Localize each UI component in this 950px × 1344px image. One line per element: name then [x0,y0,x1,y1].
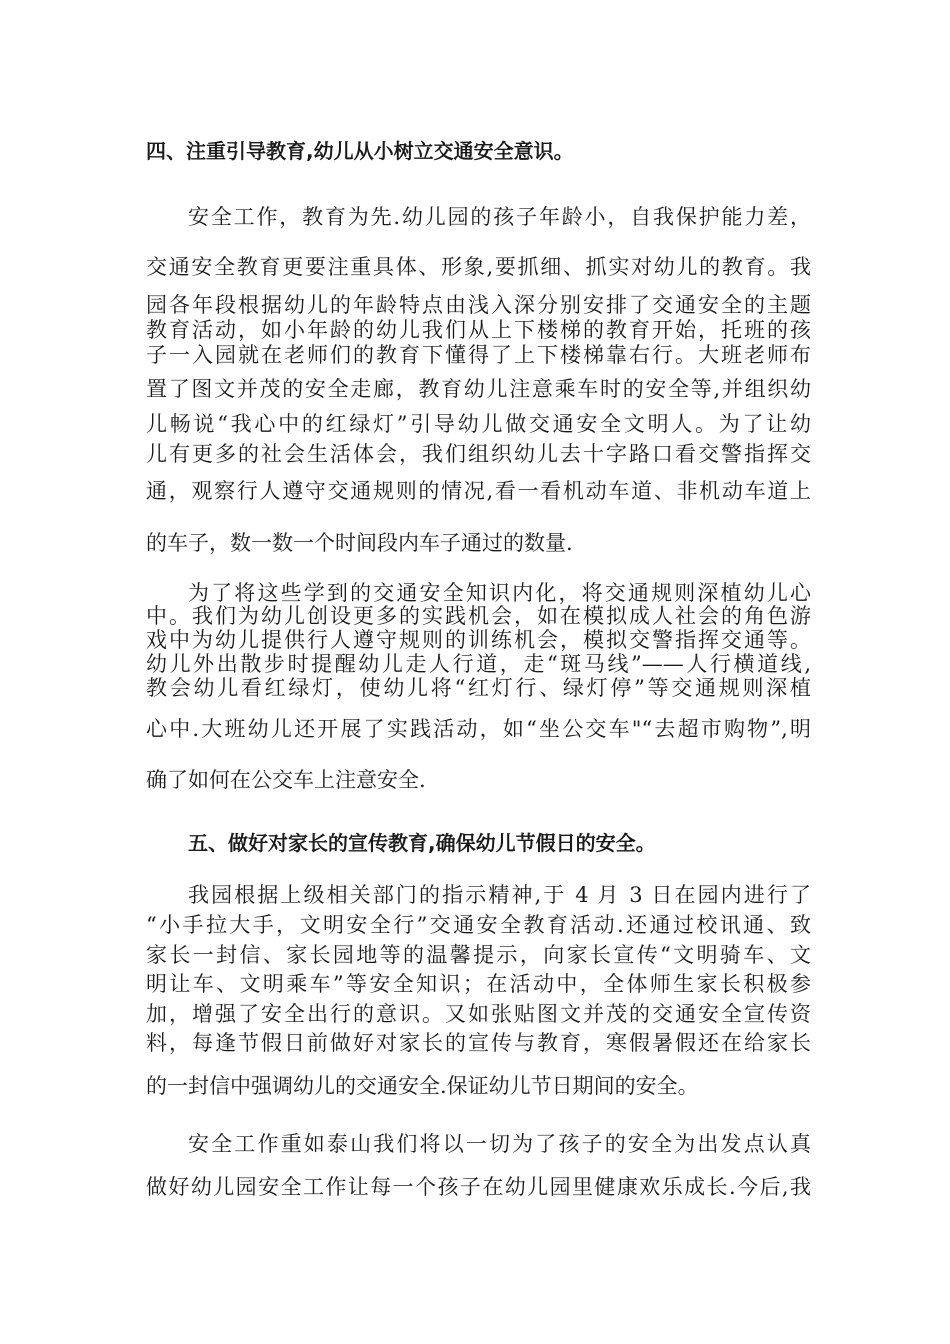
paragraph-line: 幼儿外出散步时提醒幼儿走人行道，走“斑马线”——人行横道线, [146,652,811,676]
section-4-heading: 四、注重引导教育,幼儿从小树立交通安全意识。 [146,139,574,163]
paragraph-line: 的车子，数一数一个时间段内车子通过的数量. [146,531,573,555]
paragraph-line: 家长一封信、家长园地等的温馨提示，向家长宣传“文明骑车、文 [146,943,811,967]
paragraph-line: 子一入园就在老师们的教育下懂得了上下楼梯靠右行。大班老师布 [146,343,811,367]
paragraph-line: 通，观察行人遵守交通规则的情况,看一看机动车道、非机动车道上 [146,479,811,503]
paragraph-line: 做好幼儿园安全工作让每一个孩子在幼儿园里健康欢乐成长.今后,我 [146,1175,811,1199]
paragraph-line: 安全工作，教育为先.幼儿园的孩子年龄小，自我保护能力差， [188,205,811,229]
paragraph-line: 儿畅说“我心中的红绿灯”引导幼儿做交通安全文明人。为了让幼 [146,412,811,436]
paragraph-line: 确了如何在公交车上注意安全. [146,768,426,792]
paragraph-line: 料，每逢节假日前做好对家长的宣传与教育，寒假暑假还在给家长 [146,1031,811,1055]
paragraph-line: 安全工作重如泰山我们将以一切为了孩子的安全为出发点认真 [188,1132,811,1156]
paragraph-line: 的一封信中强调幼儿的交通安全.保证幼儿节日期间的安全。 [146,1074,699,1098]
paragraph-line: 加，增强了安全出行的意识。又如张贴图文并茂的交通安全宣传资 [146,1002,811,1026]
paragraph-line: 交通安全教育更要注重具体、形象,要抓细、抓实对幼儿的教育。我 [146,255,811,279]
paragraph-line: 园各年段根据幼儿的年龄特点由浅入深分别安排了交通安全的主题 [146,293,811,317]
paragraph-line: 中。我们为幼儿创设更多的实践机会，如在模拟成人社会的角色游 [146,604,811,628]
paragraph-line: 心中.大班幼儿还开展了实践活动，如“坐公交车"“去超市购物”,明 [146,717,811,741]
paragraph-line: 置了图文并茂的安全走廊，教育幼儿注意乘车时的安全等,并组织幼 [146,377,811,401]
paragraph-line: 儿有更多的社会生活体会，我们组织幼儿去十字路口看交警指挥交 [146,442,811,466]
paragraph-line: 教育活动，如小年龄的幼儿我们从上下楼梯的教育开始，托班的孩 [146,318,811,342]
paragraph-line: 我园根据上级相关部门的指示精神,于 4 月 3 日在园内进行了 [188,883,811,907]
paragraph-line: 戏中为幼儿提供行人遵守规则的训练机会，模拟交警指挥交通等。 [146,628,811,652]
paragraph-line: 教会幼儿看红绿灯，使幼儿将“红灯行、绿灯停”等交通规则深植 [146,676,811,700]
section-5-heading: 五、做好对家长的宣传教育,确保幼儿节假日的安全。 [188,831,656,855]
paragraph-line: 明让车、文明乘车”等安全知识；在活动中，全体师生家长积极参 [146,972,811,996]
paragraph-line: 为了将这些学到的交通安全知识内化，将交通规则深植幼儿心 [188,581,811,605]
paragraph-line: “小手拉大手，文明安全行”交通安全教育活动.还通过校讯通、致 [146,913,811,937]
